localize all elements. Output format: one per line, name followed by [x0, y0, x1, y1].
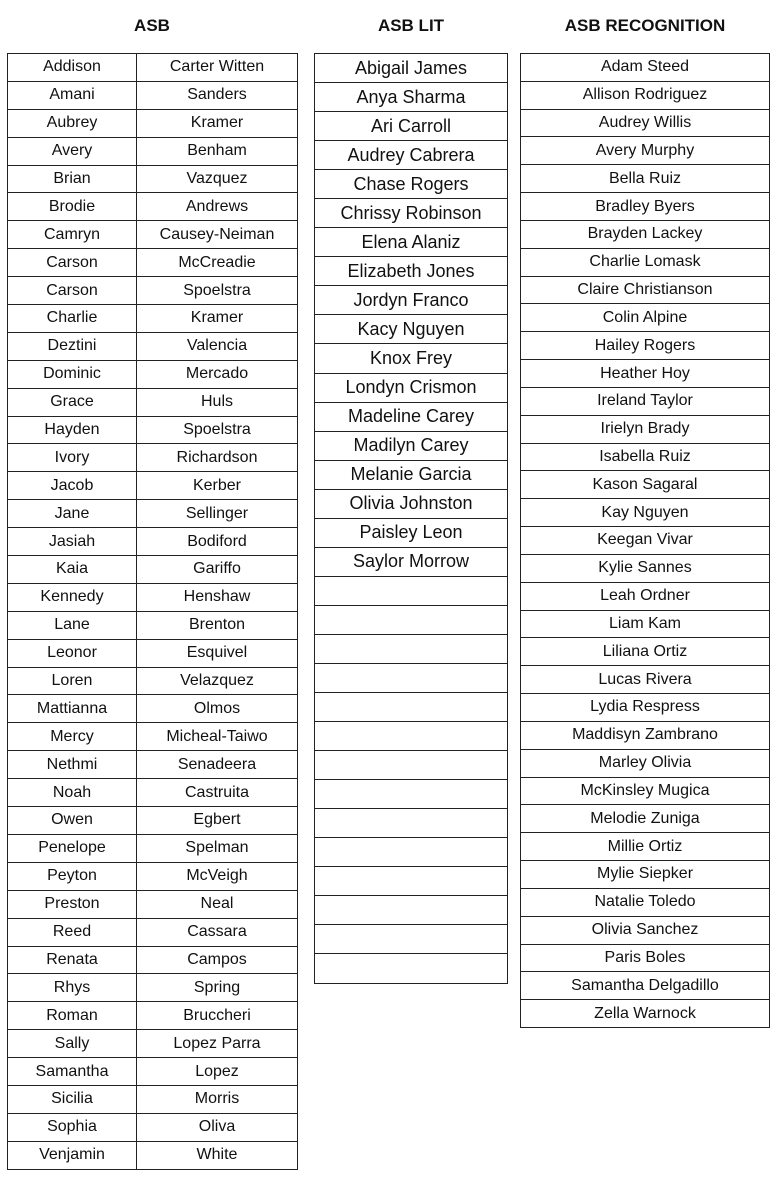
table-row [8, 751, 298, 779]
table-row [521, 666, 770, 694]
last-name-cell: Henshaw [137, 583, 298, 611]
last-name-cell: Senadeera [137, 751, 298, 779]
table-row [8, 1058, 298, 1086]
table-row [315, 780, 508, 809]
name-cell: Samantha Delgadillo [521, 972, 770, 1000]
first-name-cell: Deztini [8, 332, 137, 360]
table-row [315, 518, 508, 547]
name-cell: Hailey Rogers [521, 332, 770, 360]
first-name-cell: Grace [8, 388, 137, 416]
table-row [521, 721, 770, 749]
name-cell: Olivia Johnston [315, 489, 508, 518]
last-name-cell: Micheal-Taiwo [137, 723, 298, 751]
table-row [315, 460, 508, 489]
table-row [521, 944, 770, 972]
table-row [521, 582, 770, 610]
table-row [521, 499, 770, 527]
last-name-cell: Brenton [137, 611, 298, 639]
last-name-cell: Andrews [137, 193, 298, 221]
last-name-cell: Spelman [137, 834, 298, 862]
table-row [315, 867, 508, 896]
asb-lit-table [314, 53, 508, 984]
name-cell: Kylie Sannes [521, 554, 770, 582]
table-row [315, 170, 508, 199]
name-cell [315, 925, 508, 954]
table-row [315, 722, 508, 751]
name-cell: Irielyn Brady [521, 415, 770, 443]
name-cell: Chase Rogers [315, 170, 508, 199]
first-name-cell: Jacob [8, 472, 137, 500]
last-name-cell: White [137, 1141, 298, 1169]
last-name-cell: Richardson [137, 444, 298, 472]
name-cell [315, 576, 508, 605]
table-row [8, 81, 298, 109]
first-name-cell: Charlie [8, 305, 137, 333]
first-name-cell: Sophia [8, 1113, 137, 1141]
last-name-cell: Castruita [137, 779, 298, 807]
first-name-cell: Carson [8, 277, 137, 305]
table-row [521, 165, 770, 193]
table-row [315, 257, 508, 286]
asb-lit-heading: ASB LIT [377, 16, 445, 35]
table-row [315, 693, 508, 722]
name-cell: Abigail James [315, 54, 508, 83]
last-name-cell: Kerber [137, 472, 298, 500]
name-cell: Mylie Siepker [521, 861, 770, 889]
table-row [8, 918, 298, 946]
first-name-cell: Renata [8, 946, 137, 974]
table-row [8, 1030, 298, 1058]
name-cell: Jordyn Franco [315, 286, 508, 315]
first-name-cell: Roman [8, 1002, 137, 1030]
table-row [8, 862, 298, 890]
name-cell: Lydia Respress [521, 694, 770, 722]
table-row [315, 896, 508, 925]
table-row [315, 954, 508, 983]
table-row [315, 83, 508, 112]
table-row [8, 137, 298, 165]
first-name-cell: Camryn [8, 221, 137, 249]
table-row [315, 634, 508, 663]
first-name-cell: Noah [8, 779, 137, 807]
first-name-cell: Jasiah [8, 528, 137, 556]
first-name-cell: Addison [8, 54, 137, 82]
table-row [315, 344, 508, 373]
name-cell: Ari Carroll [315, 112, 508, 141]
asb-recognition-heading: ASB RECOGNITION [564, 16, 726, 35]
last-name-cell: Lopez [137, 1058, 298, 1086]
last-name-cell: Olmos [137, 695, 298, 723]
table-row [8, 779, 298, 807]
last-name-cell: Cassara [137, 918, 298, 946]
name-cell: Isabella Ruiz [521, 443, 770, 471]
name-cell: Heather Hoy [521, 360, 770, 388]
name-cell [315, 896, 508, 925]
last-name-cell: Esquivel [137, 639, 298, 667]
last-name-cell: Vazquez [137, 165, 298, 193]
table-row [521, 248, 770, 276]
table-row [8, 834, 298, 862]
name-cell: Lucas Rivera [521, 666, 770, 694]
table-row [521, 471, 770, 499]
first-name-cell: Lane [8, 611, 137, 639]
last-name-cell: Kramer [137, 305, 298, 333]
last-name-cell: Neal [137, 890, 298, 918]
name-cell: Bradley Byers [521, 193, 770, 221]
table-row [8, 611, 298, 639]
table-row [8, 528, 298, 556]
name-cell [315, 663, 508, 692]
table-row [315, 112, 508, 141]
table-row [521, 749, 770, 777]
first-name-cell: Sally [8, 1030, 137, 1058]
table-row [521, 193, 770, 221]
last-name-cell: Huls [137, 388, 298, 416]
name-cell: Elizabeth Jones [315, 257, 508, 286]
table-row [8, 1113, 298, 1141]
table-row [521, 54, 770, 82]
name-cell: Adam Steed [521, 54, 770, 82]
name-cell [315, 605, 508, 634]
name-cell: Elena Alaniz [315, 228, 508, 257]
table-row [315, 373, 508, 402]
last-name-cell: Mercado [137, 360, 298, 388]
table-row [8, 500, 298, 528]
table-row [8, 583, 298, 611]
name-cell: Madilyn Carey [315, 431, 508, 460]
name-cell: Kay Nguyen [521, 499, 770, 527]
table-row [8, 193, 298, 221]
name-cell [315, 693, 508, 722]
first-name-cell: Sicilia [8, 1085, 137, 1113]
last-name-cell: McVeigh [137, 862, 298, 890]
name-cell [315, 954, 508, 983]
table-row [521, 805, 770, 833]
name-cell: Millie Ortiz [521, 833, 770, 861]
first-name-cell: Mercy [8, 723, 137, 751]
name-cell: Knox Frey [315, 344, 508, 373]
table-row [8, 444, 298, 472]
last-name-cell: Bodiford [137, 528, 298, 556]
table-row [8, 221, 298, 249]
name-cell [315, 751, 508, 780]
name-cell: Avery Murphy [521, 137, 770, 165]
name-cell: Charlie Lomask [521, 248, 770, 276]
first-name-cell: Amani [8, 81, 137, 109]
table-row [521, 888, 770, 916]
last-name-cell: Oliva [137, 1113, 298, 1141]
first-name-cell: Preston [8, 890, 137, 918]
table-row [8, 165, 298, 193]
name-cell: Liam Kam [521, 610, 770, 638]
last-name-cell: Morris [137, 1085, 298, 1113]
name-cell: Audrey Willis [521, 109, 770, 137]
last-name-cell: McCreadie [137, 249, 298, 277]
table-row [521, 332, 770, 360]
last-name-cell: Benham [137, 137, 298, 165]
name-cell: Bella Ruiz [521, 165, 770, 193]
table-row [8, 667, 298, 695]
table-row [521, 81, 770, 109]
table-row [521, 694, 770, 722]
table-row [521, 916, 770, 944]
asb-table [7, 53, 298, 1170]
name-cell: Maddisyn Zambrano [521, 721, 770, 749]
last-name-cell: Gariffo [137, 556, 298, 584]
table-row [521, 304, 770, 332]
last-name-cell: Campos [137, 946, 298, 974]
table-row [315, 576, 508, 605]
table-row [315, 199, 508, 228]
first-name-cell: Dominic [8, 360, 137, 388]
table-row [8, 556, 298, 584]
last-name-cell: Carter Witten [137, 54, 298, 82]
table-row [8, 472, 298, 500]
first-name-cell: Brodie [8, 193, 137, 221]
table-row [521, 554, 770, 582]
name-cell: Keegan Vivar [521, 527, 770, 555]
name-cell: Claire Christianson [521, 276, 770, 304]
table-row [315, 605, 508, 634]
first-name-cell: Rhys [8, 974, 137, 1002]
table-row [315, 141, 508, 170]
table-row [521, 109, 770, 137]
table-row [8, 249, 298, 277]
last-name-cell: Spoelstra [137, 277, 298, 305]
table-row [315, 663, 508, 692]
last-name-cell: Valencia [137, 332, 298, 360]
table-row [8, 277, 298, 305]
last-name-cell: Causey-Neiman [137, 221, 298, 249]
table-row [8, 109, 298, 137]
first-name-cell: Kaia [8, 556, 137, 584]
table-row [521, 1000, 770, 1028]
table-row [521, 527, 770, 555]
name-cell: Liliana Ortiz [521, 638, 770, 666]
last-name-cell: Spring [137, 974, 298, 1002]
table-row [8, 639, 298, 667]
table-row [521, 276, 770, 304]
name-cell: Natalie Toledo [521, 888, 770, 916]
name-cell: Anya Sharma [315, 83, 508, 112]
name-cell: Colin Alpine [521, 304, 770, 332]
name-cell [315, 809, 508, 838]
name-cell: Brayden Lackey [521, 220, 770, 248]
name-cell: Ireland Taylor [521, 387, 770, 415]
table-row [8, 1085, 298, 1113]
table-row [315, 489, 508, 518]
last-name-cell: Sellinger [137, 500, 298, 528]
first-name-cell: Nethmi [8, 751, 137, 779]
table-row [8, 54, 298, 82]
first-name-cell: Kennedy [8, 583, 137, 611]
table-row [521, 387, 770, 415]
name-cell: Chrissy Robinson [315, 199, 508, 228]
table-row [521, 777, 770, 805]
table-row [8, 360, 298, 388]
table-row [521, 443, 770, 471]
last-name-cell: Bruccheri [137, 1002, 298, 1030]
name-cell: Kacy Nguyen [315, 315, 508, 344]
table-row [521, 360, 770, 388]
table-row [8, 807, 298, 835]
name-cell: Madeline Carey [315, 402, 508, 431]
first-name-cell: Carson [8, 249, 137, 277]
table-row [315, 431, 508, 460]
first-name-cell: Hayden [8, 416, 137, 444]
first-name-cell: Ivory [8, 444, 137, 472]
first-name-cell: Owen [8, 807, 137, 835]
table-row [8, 332, 298, 360]
first-name-cell: Reed [8, 918, 137, 946]
name-cell: Leah Ordner [521, 582, 770, 610]
table-row [8, 388, 298, 416]
table-row [8, 974, 298, 1002]
last-name-cell: Lopez Parra [137, 1030, 298, 1058]
table-row [521, 638, 770, 666]
name-cell: Olivia Sanchez [521, 916, 770, 944]
table-row [8, 946, 298, 974]
first-name-cell: Loren [8, 667, 137, 695]
table-row [521, 861, 770, 889]
name-cell: Kason Sagaral [521, 471, 770, 499]
first-name-cell: Mattianna [8, 695, 137, 723]
first-name-cell: Penelope [8, 834, 137, 862]
name-cell: Londyn Crismon [315, 373, 508, 402]
asb-heading: ASB [134, 16, 170, 35]
name-cell: Audrey Cabrera [315, 141, 508, 170]
first-name-cell: Peyton [8, 862, 137, 890]
table-row [315, 547, 508, 576]
name-cell [315, 634, 508, 663]
table-row [315, 751, 508, 780]
name-cell: Paris Boles [521, 944, 770, 972]
table-row [8, 305, 298, 333]
name-cell: Melanie Garcia [315, 460, 508, 489]
first-name-cell: Jane [8, 500, 137, 528]
name-cell: Allison Rodriguez [521, 81, 770, 109]
last-name-cell: Egbert [137, 807, 298, 835]
table-row [8, 890, 298, 918]
name-cell [315, 780, 508, 809]
asb-recognition-table [520, 53, 770, 1028]
first-name-cell: Samantha [8, 1058, 137, 1086]
first-name-cell: Avery [8, 137, 137, 165]
table-row [521, 137, 770, 165]
table-row [8, 1141, 298, 1169]
table-row [521, 220, 770, 248]
table-row [315, 228, 508, 257]
table-row [315, 809, 508, 838]
last-name-cell: Sanders [137, 81, 298, 109]
name-cell [315, 867, 508, 896]
table-row [521, 833, 770, 861]
name-cell [315, 838, 508, 867]
name-cell: Saylor Morrow [315, 547, 508, 576]
table-row [521, 415, 770, 443]
table-row [315, 286, 508, 315]
table-row [315, 838, 508, 867]
table-row [8, 416, 298, 444]
last-name-cell: Kramer [137, 109, 298, 137]
table-row [521, 610, 770, 638]
table-row [315, 315, 508, 344]
first-name-cell: Brian [8, 165, 137, 193]
name-cell: Marley Olivia [521, 749, 770, 777]
table-row [8, 1002, 298, 1030]
last-name-cell: Spoelstra [137, 416, 298, 444]
table-row [8, 695, 298, 723]
name-cell: Melodie Zuniga [521, 805, 770, 833]
table-row [315, 54, 508, 83]
name-cell [315, 722, 508, 751]
table-row [521, 972, 770, 1000]
first-name-cell: Venjamin [8, 1141, 137, 1169]
last-name-cell: Velazquez [137, 667, 298, 695]
table-row [315, 402, 508, 431]
first-name-cell: Leonor [8, 639, 137, 667]
name-cell: Paisley Leon [315, 518, 508, 547]
table-row [315, 925, 508, 954]
name-cell: Zella Warnock [521, 1000, 770, 1028]
table-row [8, 723, 298, 751]
first-name-cell: Aubrey [8, 109, 137, 137]
name-cell: McKinsley Mugica [521, 777, 770, 805]
